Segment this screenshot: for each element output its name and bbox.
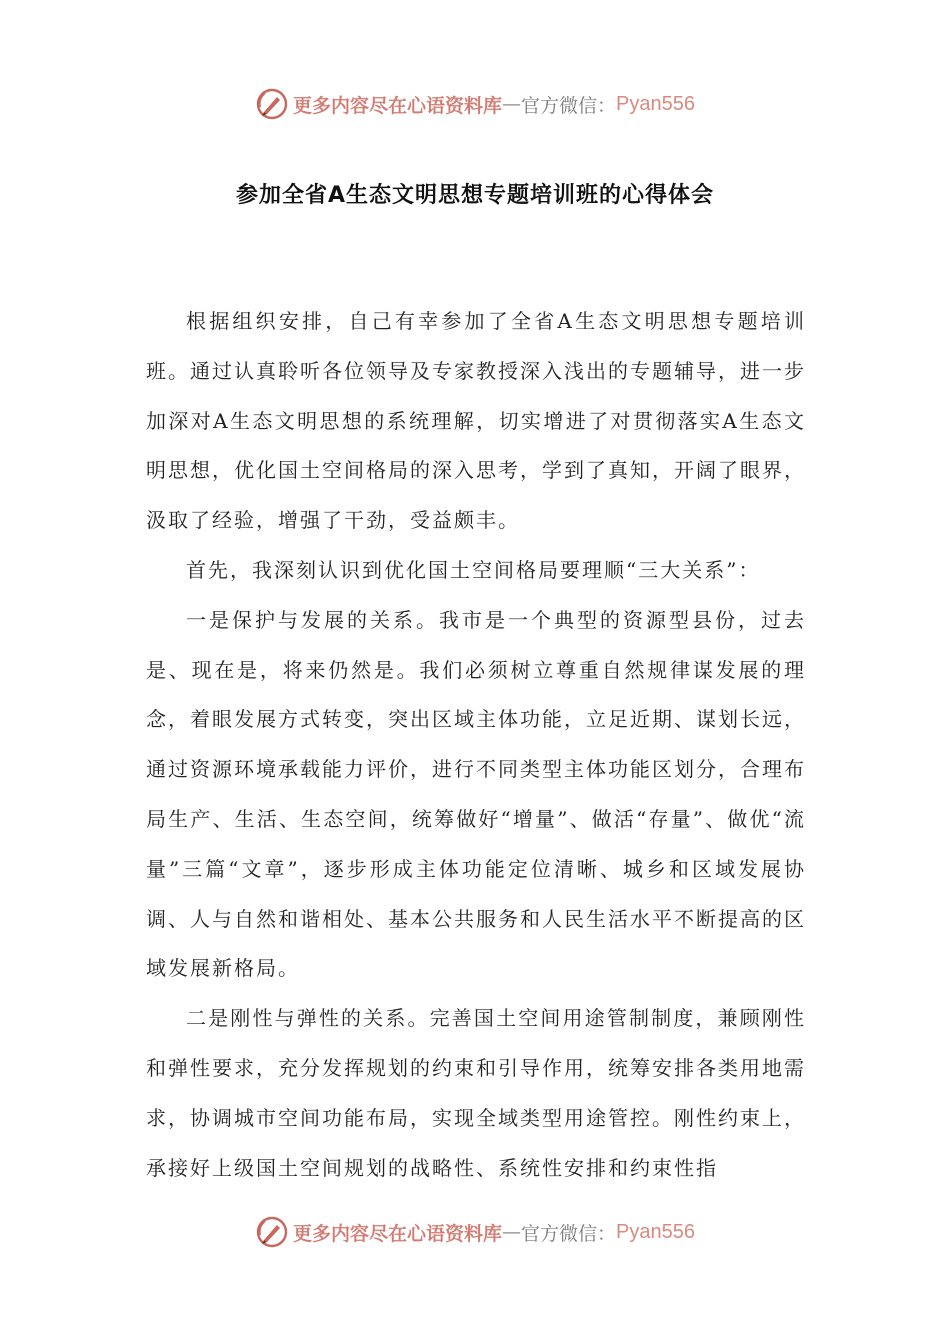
banner-site-name: 更多内容尽在心语资料库: [293, 94, 503, 117]
document-title: 参加全省A生态文明思想专题培训班的心得体会: [235, 183, 715, 208]
paragraph-2: 首先，我深刻认识到优化国土空间格局要理顺“三大关系”：: [186, 557, 761, 582]
header-watermark-banner: [0, 84, 950, 124]
footer-watermark-banner: [0, 1212, 950, 1252]
banner-wechat-label: 官方微信：: [521, 1222, 617, 1245]
banner-dash: —: [502, 1221, 522, 1243]
pen-logo-icon: [255, 87, 289, 121]
document-body: [146, 297, 806, 1193]
paragraph-3: 一是保护与发展的关系。我市是一个典型的资源型县份，过去是、现在是，将来仍然是。我们必须树立尊重自然规律谋发展的理念，着眼发展方式转变，突出区域主体功能，立足近期、谋划长远，通过资源环境承载能力评价，进行不同类型主体功能区划分，合理布局生产、生活、生态空间，统筹做好“增量”、做活“存量”、做优“流量”三篇“文章”，逐步形成主体功能定位清晰、城乡和区域发展协调、人与自然和谐相处、基本公共服务和人民生活水平不断提高的区域发展新格局。: [146, 607, 806, 981]
banner-dash: —: [502, 93, 522, 115]
pen-logo-icon: [255, 1215, 289, 1249]
banner-site-name: 更多内容尽在心语资料库: [293, 1222, 503, 1245]
paragraph-1: 根据组织安排，自己有幸参加了全省A生态文明思想专题培训班。通过认真聆听各位领导及专家教授深入浅出的专题辅导，进一步加深对A生态文明思想的系统理解，切实增进了对贯彻落实A生态文明思想，优化国土空间格局的深入思考，学到了真知，开阔了眼界，汲取了经验，增强了干劲，受益颇丰。: [146, 309, 806, 533]
paragraph-4: 二是刚性与弹性的关系。完善国土空间用途管制制度，兼顾刚性和弹性要求，充分发挥规划的约束和引导作用，统筹安排各类用地需求，协调城市空间功能布局，实现全域类型用途管控。刚性约束上，承接好上级国土空间规划的战略性、系统性安排和约束性指: [146, 1006, 806, 1180]
banner-wechat-id: Pyan556: [616, 1220, 695, 1243]
banner-wechat-label: 官方微信：: [521, 94, 617, 117]
banner-wechat-id: Pyan556: [616, 92, 695, 115]
